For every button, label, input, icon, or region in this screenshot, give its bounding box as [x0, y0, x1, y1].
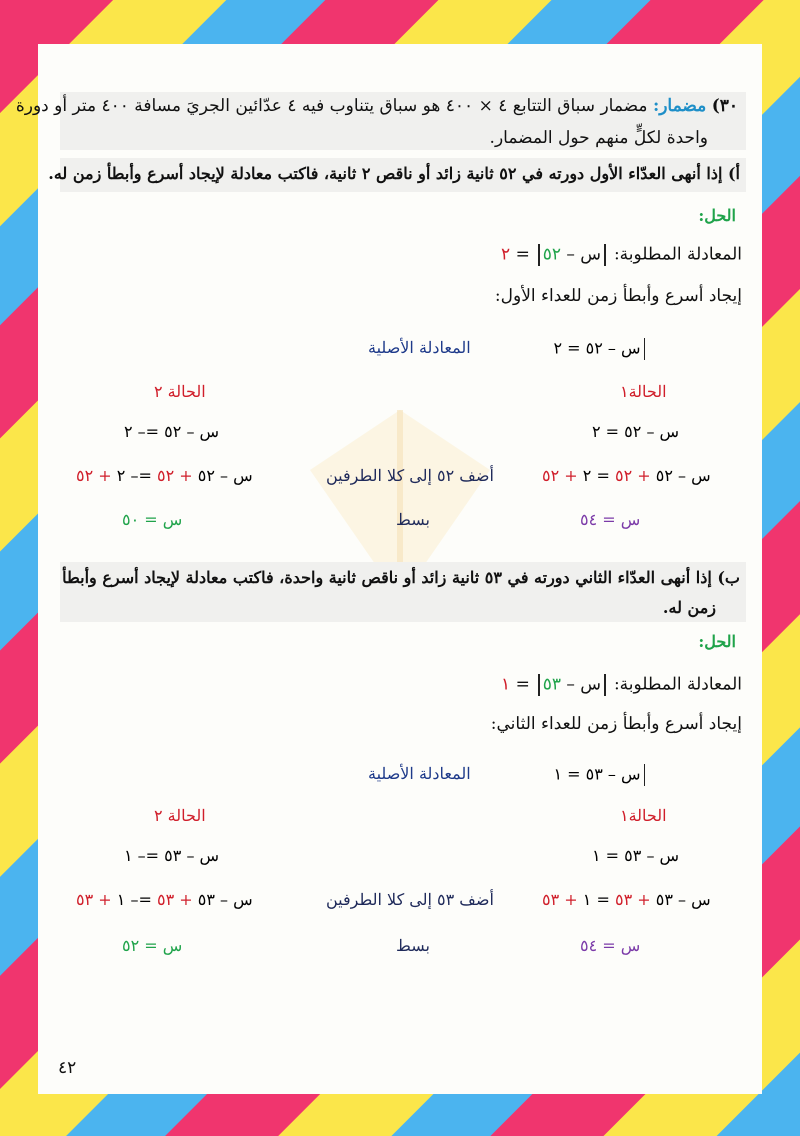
- part-a-solution-label: الحل:: [698, 206, 736, 225]
- problem-first-line: [16, 96, 738, 116]
- part-b-case2-label: الحالة ٢: [154, 806, 206, 825]
- step-rhs: =– ٢: [116, 466, 152, 485]
- eq-eq: =: [515, 674, 530, 695]
- step-add-right: + ٥٣: [76, 890, 112, 909]
- step-add-right: + ٥٢: [542, 466, 578, 485]
- required-label: المعادلة المطلوبة:: [613, 674, 742, 695]
- part-b-case2-eq: س – ٥٣ =– ١: [124, 846, 220, 865]
- abs-bar-left: [604, 244, 606, 266]
- step-add-left: + ٥٢: [156, 466, 193, 485]
- abs-bar-left: [644, 764, 646, 786]
- part-a-letter: أ): [727, 164, 740, 183]
- step-rhs: =– ١: [116, 890, 152, 909]
- part-a-case2-step: [76, 466, 253, 485]
- part-b-case2-result: س = ٥٢: [122, 936, 183, 955]
- part-b-case1-step: [542, 890, 711, 909]
- step-lhs: س – ٥٣: [655, 890, 711, 909]
- part-a-add-label: أضف ٥٢ إلى كلا الطرفين: [326, 466, 494, 485]
- eq-num: ٥٣: [542, 674, 561, 695]
- part-b-add-label: أضف ٥٣ إلى كلا الطرفين: [326, 890, 494, 909]
- problem-label: مضمار:: [652, 96, 707, 116]
- part-b-letter: ب): [717, 568, 740, 587]
- step-add-left: + ٥٢: [614, 466, 651, 485]
- eq-var: س –: [566, 244, 602, 265]
- part-a-find-text: إيجاد أسرع وأبطأ زمن للعداء الأول:: [494, 286, 742, 306]
- part-a-question: [48, 164, 740, 183]
- part-a-required-equation: [501, 244, 742, 266]
- part-b-question: [62, 568, 740, 587]
- problem-text-line2: واحدة لكلٍّ منهم حول المضمار.: [489, 128, 708, 148]
- abs-bar-right: [538, 674, 540, 696]
- eq-num: ٥٢: [542, 244, 561, 265]
- part-b-solution-label: الحل:: [698, 632, 736, 651]
- part-a-case1-result: س = ٥٤: [580, 510, 641, 529]
- original-eq-text: س – ٥٣ = ١: [553, 764, 641, 784]
- problem-text-line1: مضمار سباق التتابع ٤ × ٤٠٠ هو سباق يتناوب فيه ٤ عدّائين الجريَ مسافة ٤٠٠ متر أو دورة: [15, 96, 648, 116]
- step-lhs: س – ٥٣: [197, 890, 253, 909]
- part-a-case1-eq: س – ٥٢ = ٢: [592, 422, 680, 441]
- part-a-case2-eq: س – ٥٢ =– ٢: [124, 422, 220, 441]
- step-rhs: = ١: [582, 890, 610, 909]
- part-b-required-equation: [501, 674, 742, 696]
- part-a-case2-label: الحالة ٢: [154, 382, 206, 401]
- step-add-left: + ٥٣: [614, 890, 651, 909]
- abs-bar-right: [538, 244, 540, 266]
- part-b-case1-eq: س – ٥٣ = ١: [592, 846, 680, 865]
- part-a-original-label: المعادلة الأصلية: [368, 338, 471, 357]
- eq-rhs: ٢: [501, 244, 511, 265]
- part-a-question-text: إذا أنهى العدّاء الأول دورته في ٥٢ ثانية زائد أو ناقص ٢ ثانية، فاكتب معادلة لإيجاد أسرع وأبطأ زمن له.: [48, 164, 723, 183]
- part-b-simplify-label: بسط: [396, 936, 430, 955]
- eq-var: س –: [566, 674, 602, 695]
- original-eq-text: س – ٥٢ = ٢: [553, 338, 641, 358]
- part-a-original-eq: [553, 338, 648, 360]
- step-add-right: + ٥٣: [542, 890, 578, 909]
- part-b-question-text2: زمن له.: [662, 598, 716, 617]
- eq-eq: =: [515, 244, 530, 265]
- abs-bar-left: [604, 674, 606, 696]
- problem-number: ٣٠): [711, 96, 738, 116]
- part-b-case2-step: [76, 890, 253, 909]
- part-b-original-label: المعادلة الأصلية: [368, 764, 471, 783]
- step-rhs: = ٢: [582, 466, 610, 485]
- part-a-case1-step: [542, 466, 711, 485]
- part-b-find-text: إيجاد أسرع وأبطأ زمن للعداء الثاني:: [490, 714, 742, 734]
- step-lhs: س – ٥٢: [197, 466, 253, 485]
- part-a-case2-result: س = ٥٠: [122, 510, 183, 529]
- page-number: ٤٢: [58, 1058, 77, 1078]
- required-label: المعادلة المطلوبة:: [613, 244, 742, 265]
- part-b-case1-label: الحالة١: [620, 806, 667, 825]
- eq-rhs: ١: [501, 674, 511, 695]
- abs-bar-left: [644, 338, 646, 360]
- part-b-case1-result: س = ٥٤: [580, 936, 641, 955]
- step-add-left: + ٥٣: [156, 890, 193, 909]
- step-lhs: س – ٥٢: [655, 466, 711, 485]
- part-b-question-text1: إذا أنهى العدّاء الثاني دورته في ٥٣ ثانية زائد أو ناقص ثانية واحدة، فاكتب معادلة لإيجاد أسرع وأبطأ: [62, 568, 712, 587]
- part-a-simplify-label: بسط: [396, 510, 430, 529]
- step-add-right: + ٥٢: [76, 466, 112, 485]
- part-a-case1-label: الحالة١: [620, 382, 667, 401]
- part-b-original-eq: [553, 764, 648, 786]
